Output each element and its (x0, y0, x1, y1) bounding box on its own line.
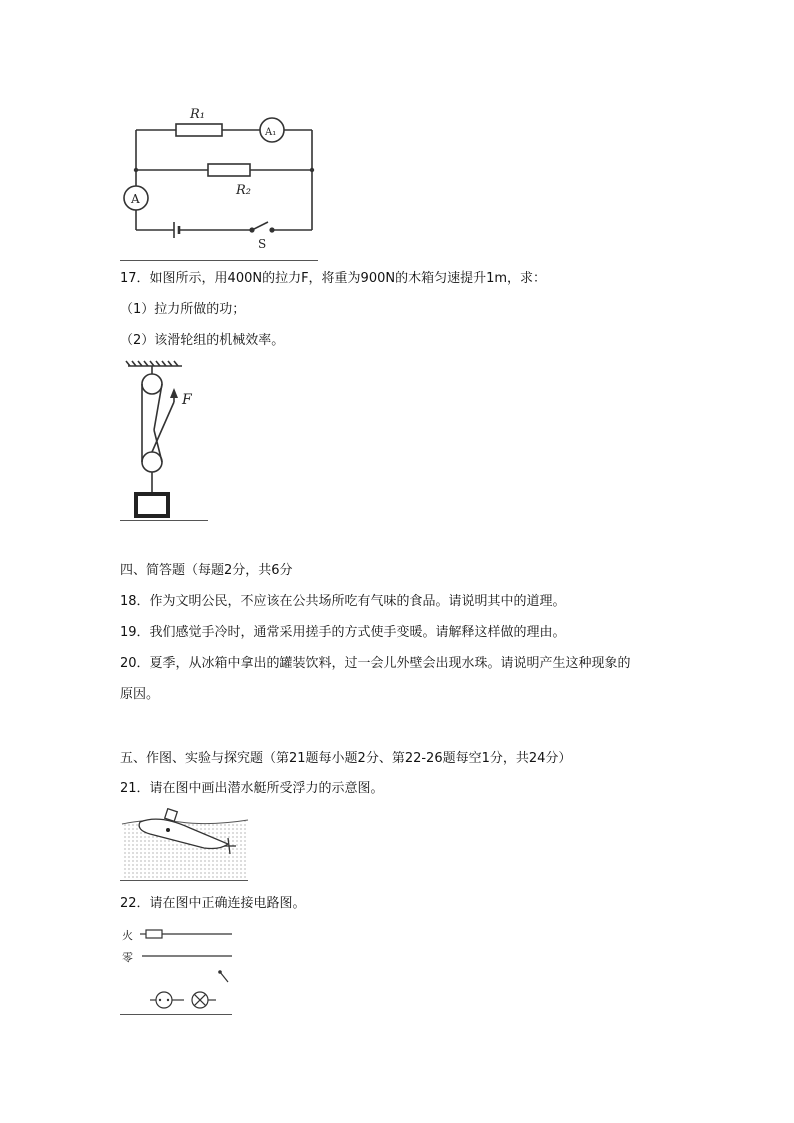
fixed-pulley (142, 374, 162, 394)
figure-underline (120, 260, 318, 261)
wall-switch (220, 972, 228, 982)
question-20-line-1: 20．夏季，从冰箱中拿出的罐装饮料，过一会儿外壁会出现水珠。请说明产生这种现象的 (120, 656, 631, 671)
figure-underline (120, 1014, 232, 1015)
live-wire-label: 火 (122, 929, 133, 942)
question-17-part-2: （2）该滑轮组的机械效率。 (120, 333, 285, 348)
label-s: S (258, 237, 267, 251)
household-wiring-figure (120, 924, 235, 1016)
label-a: A (131, 192, 140, 206)
submarine-tower (165, 809, 178, 822)
neutral-wire-label: 零 (122, 951, 133, 964)
question-22: 22．请在图中正确连接电路图。 (120, 896, 306, 911)
resistor-r1 (176, 124, 222, 136)
submarine-figure (120, 808, 250, 880)
figure-underline (120, 520, 208, 521)
socket-outlet (156, 992, 172, 1008)
resistor-r2 (208, 164, 250, 176)
label-a1: A₁ (265, 127, 277, 138)
question-19: 19．我们感觉手冷时，通常采用搓手的方式使手变暖。请解释这样做的理由。 (120, 625, 566, 640)
label-r2: R₂ (236, 183, 251, 198)
section-5-heading: 五、作图、实验与探究题（第21题每小题2分、第22-26题每空1分，共24分） (120, 751, 572, 766)
figure-underline (120, 880, 248, 881)
pulley-system-figure (120, 358, 210, 520)
fuse (146, 930, 162, 938)
movable-pulley (142, 452, 162, 472)
label-r1: R₁ (190, 107, 205, 122)
force-label: F (182, 392, 192, 408)
switch-blade (252, 222, 268, 230)
circuit-diagram-figure (118, 100, 318, 262)
question-21: 21．请在图中画出潜水艇所受浮力的示意图。 (120, 781, 384, 796)
question-17-stem: 17．如图所示，用400N的拉力F，将重为900N的木箱匀速提升1m，求： (120, 271, 547, 286)
question-18: 18．作为文明公民，不应该在公共场所吃有气味的食品。请说明其中的道理。 (120, 594, 566, 609)
wooden-box (136, 494, 168, 516)
section-4-heading: 四、简答题（每题2分，共6分 (120, 563, 293, 578)
question-17-part-1: （1）拉力所做的功； (120, 302, 246, 317)
question-20-line-2: 原因。 (120, 687, 160, 702)
